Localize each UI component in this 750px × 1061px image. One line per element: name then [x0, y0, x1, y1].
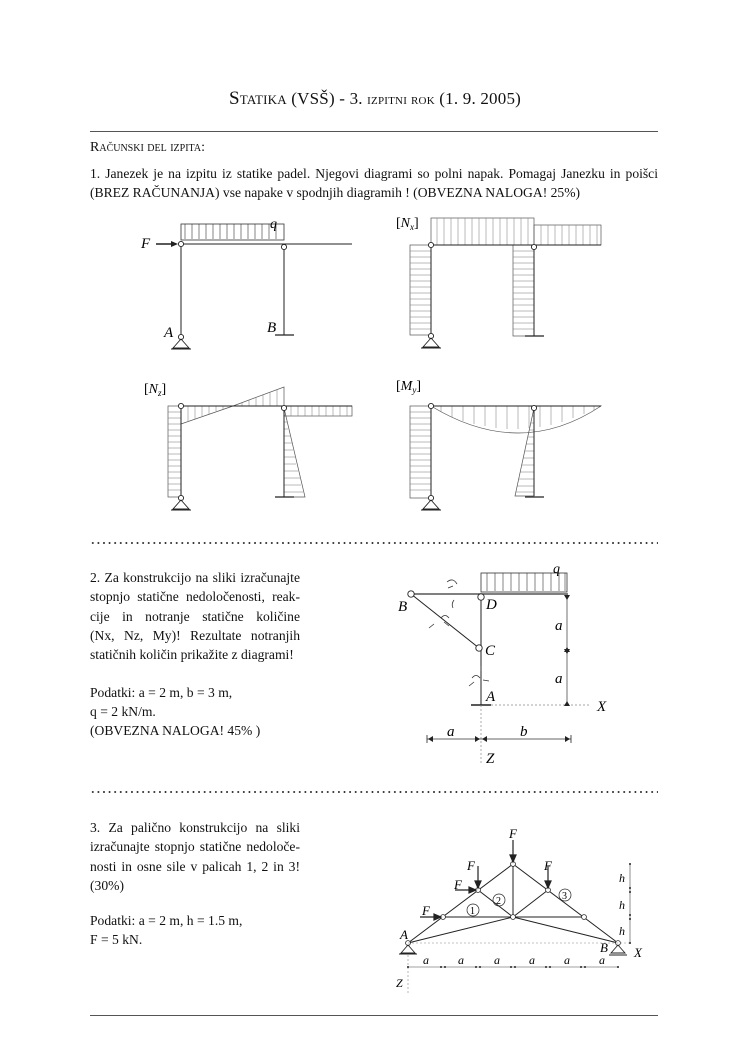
dim-a-top-label: a	[555, 618, 563, 634]
task2-data-line: q = 2 kN/m.	[90, 704, 156, 719]
task3-text	[90, 818, 300, 895]
force-f-bottom-horiz: F	[422, 903, 430, 918]
section-heading-initial: R	[90, 140, 100, 155]
title-statika: Statika	[228, 88, 287, 109]
support-a-label: A	[164, 325, 174, 341]
section-heading	[90, 140, 205, 156]
task3-data-line: Podatki: a = 2 m, h = 1.5 m,	[90, 913, 243, 928]
task3-data	[90, 911, 242, 949]
support-a-label: A	[400, 927, 408, 942]
title-date: (1. 9. 2005)	[434, 89, 522, 108]
bar-2-label: 2	[496, 896, 501, 907]
force-f-left-horiz: F	[454, 877, 462, 892]
task2-data-line: (OBVEZNA NALOGA! 45% )	[90, 723, 261, 738]
task3-data-line: F = 5 kN.	[90, 932, 143, 947]
task1-nz-diagram	[130, 370, 370, 520]
task1-my-diagram	[380, 370, 610, 520]
exam-title	[0, 88, 750, 110]
height-h-2: h	[619, 898, 625, 912]
span-a-6: a	[599, 953, 605, 967]
task2-line: (Nx, Nz, My)! Rezultate notranjih	[90, 627, 300, 643]
support-b-label: B	[267, 320, 277, 336]
axis-z-label: Z	[396, 976, 403, 990]
task2-frame-figure	[390, 560, 630, 770]
dim-b-label: b	[520, 724, 528, 740]
node-a-label: A	[486, 689, 496, 705]
bar-1-label: 1	[470, 906, 475, 917]
height-h-3: h	[619, 924, 625, 938]
span-a-4: a	[529, 953, 535, 967]
task1-structure-figure	[130, 210, 370, 360]
task2-text	[90, 568, 300, 664]
task1-text: 1. Janezek je na izpitu iz statike padel. Njegovi diagrami so polni napak. Pomagaj Janezku in poišci (BREZ RAČUNANJA) vse napake v spodnjih diagramih ! (OBVEZNA NALOGA! 25%)	[90, 166, 658, 200]
task2-line: statičnih količin prikažite z diagrami!	[90, 647, 294, 663]
task3-truss-figure	[390, 820, 660, 1000]
section-heading-rest: ačunski del izpita:	[99, 140, 205, 155]
task3-line: izračunajte stopnjo statične nedoloče-	[90, 839, 300, 855]
span-a-1: a	[423, 953, 429, 967]
task3-line: (30%)	[90, 877, 124, 893]
node-d-label: D	[486, 597, 497, 613]
separator-dots-2	[90, 791, 658, 793]
task3-line: 3. Za palično konstrukcijo na sliki	[90, 820, 300, 835]
axis-x-label: X	[597, 699, 607, 715]
task2-line: cije in notranje statične količine	[90, 608, 300, 624]
span-a-2: a	[458, 953, 464, 967]
force-f-label: F	[141, 236, 151, 252]
span-a-5: a	[564, 953, 570, 967]
node-b-label: B	[398, 599, 408, 615]
task2-data	[90, 683, 260, 740]
top-rule	[90, 131, 658, 132]
height-h-1: h	[619, 871, 625, 885]
load-q-label: q	[270, 217, 277, 232]
task2-line: 2. Za konstrukcijo na sliki izračunajte	[90, 570, 300, 585]
task2-line: stopnjo statične nedoločenosti, reak-	[90, 589, 300, 605]
task3-line: nosti in osne sile v palicah 1, 2 in 3!	[90, 858, 300, 874]
load-q-label: q	[553, 562, 560, 577]
nx-label: $[N_x]$	[396, 216, 419, 232]
task2-data-line: Podatki: a = 2 m, b = 3 m,	[90, 685, 233, 700]
span-a-3: a	[494, 953, 500, 967]
bar-3-label: 3	[562, 891, 567, 902]
axis-x-label: X	[634, 945, 642, 960]
separator-dots-1	[90, 542, 658, 544]
title-school: (VSŠ) - 3.	[286, 89, 368, 108]
my-label: $[M_y]$	[396, 379, 422, 395]
bottom-rule	[90, 1015, 658, 1016]
task1-nx-diagram	[380, 205, 610, 365]
force-f-right-vert: F	[544, 858, 552, 873]
force-f-left-vert: F	[467, 858, 475, 873]
dim-a-horiz-label: a	[447, 724, 455, 740]
nz-label: $[N_z]$	[144, 382, 167, 398]
dim-a-bottom-label: a	[555, 671, 563, 687]
node-c-label: C	[485, 643, 496, 659]
title-term: izpitni rok	[367, 92, 435, 108]
force-f-top: F	[509, 826, 517, 841]
axis-z-label: Z	[486, 751, 495, 767]
support-b-label: B	[600, 940, 608, 955]
